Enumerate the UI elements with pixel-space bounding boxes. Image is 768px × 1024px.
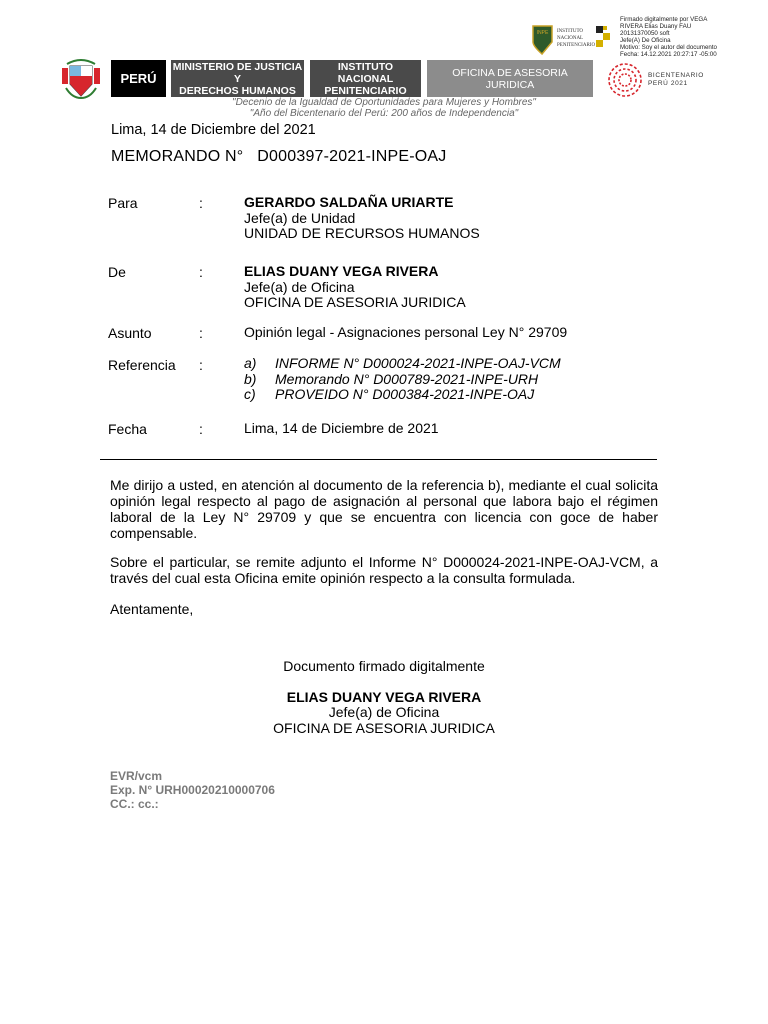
colon: : — [199, 195, 203, 211]
asunto-value: Opinión legal - Asignaciones personal Ley N° 29709 — [244, 324, 568, 340]
bicentenario-logo-icon — [607, 62, 643, 98]
bicentenario-line1: BICENTENARIO — [648, 72, 704, 79]
colon: : — [199, 325, 203, 341]
para-title: Jefe(a) de Unidad — [244, 209, 356, 226]
de-label: De — [108, 264, 126, 280]
signature-line: RIVERA Elias Duany FAU — [620, 23, 692, 30]
referencia-text: Memorando N° D000789-2021-INPE-URH — [275, 370, 539, 387]
colon: : — [199, 264, 203, 280]
header-oficina: OFICINA DE ASESORIA JURIDICA — [427, 60, 593, 97]
memo-prefix: MEMORANDO N° — [111, 148, 244, 165]
para-value — [244, 195, 480, 242]
referencia-label: Referencia — [108, 357, 176, 373]
signature-line: Motivo: Soy el autor del documento — [620, 44, 717, 51]
inpe-logo — [530, 22, 614, 56]
footer-cc: CC.: cc.: — [110, 797, 159, 811]
signature-line: Jefe(A) De Oficina — [620, 37, 671, 44]
header-instituto-line2: PENITENCIARIO — [324, 84, 407, 97]
inpe-logo-line3: PENITENCIARIO — [557, 43, 596, 48]
de-unit: OFICINA DE ASESORIA JURIDICA — [244, 294, 466, 310]
header-ministerio-line1: MINISTERIO DE JUSTICIA Y — [172, 60, 303, 85]
decenio-motto: "Decenio de la Igualdad de Oportunidades para Mujeres y Hombres" — [232, 97, 536, 108]
bicentenario-line2: PERÚ 2021 — [648, 80, 688, 87]
inpe-logo-line1: INSTITUTO — [557, 29, 584, 34]
signer-unit: OFICINA DE ASESORIA JURIDICA — [273, 720, 495, 736]
para-label: Para — [108, 195, 138, 211]
signature-line: Firmado digitalmente por VEGA — [620, 16, 708, 23]
signed-digitally-note: Documento firmado digitalmente — [283, 658, 485, 674]
divider — [100, 459, 657, 460]
inpe-logo-mark: INPE — [536, 30, 549, 36]
header-peru: PERÚ — [111, 60, 166, 97]
referencia-item — [244, 387, 561, 403]
memo-number: D000397-2021-INPE-OAJ — [257, 148, 447, 165]
signature-line: Fecha: 14.12.2021 20:27:17 -05:00 — [620, 51, 717, 58]
signer-name: ELIAS DUANY VEGA RIVERA — [286, 689, 482, 705]
referencia-text: PROVEIDO N° D000384-2021-INPE-OAJ — [275, 386, 535, 402]
asunto-label: Asunto — [108, 325, 152, 341]
de-value — [244, 264, 466, 311]
bicentenario-text — [648, 72, 704, 88]
signer-title: Jefe(a) de Oficina — [328, 704, 440, 720]
anio-motto: "Año del Bicentenario del Perú: 200 años de Independencia" — [249, 108, 519, 119]
referencia-letter: b) — [244, 370, 257, 387]
digital-signature-info — [620, 16, 760, 58]
peru-coat-of-arms-icon — [62, 58, 100, 100]
colon: : — [199, 421, 203, 437]
fecha-value: Lima, 14 de Diciembre de 2021 — [244, 420, 439, 436]
header-instituto — [310, 60, 421, 97]
footer-initials: EVR/vcm — [110, 769, 163, 783]
referencia-item — [244, 356, 561, 372]
de-name: ELIAS DUANY VEGA RIVERA — [244, 263, 439, 279]
document-date: Lima, 14 de Diciembre del 2021 — [111, 122, 316, 138]
closing: Atentamente, — [110, 601, 194, 617]
signature-line: 20131370050 soft — [620, 30, 670, 37]
para-unit: UNIDAD DE RECURSOS HUMANOS — [244, 225, 480, 241]
referencia-list — [244, 356, 561, 403]
de-title: Jefe(a) de Oficina — [244, 278, 355, 295]
memo-title — [111, 148, 446, 166]
colon: : — [199, 357, 203, 373]
referencia-letter: c) — [244, 386, 256, 402]
fecha-label: Fecha — [108, 421, 147, 437]
header-ministerio — [171, 60, 304, 97]
body-paragraph-1: Me dirijo a usted, en atención al documento de la referencia b), mediante el cual solicita opinión legal respecto al pago de asignación al personal que labora bajo el régimen laboral de la Ley N° 29709 y que se encuentra con licencia con goce de haber compensable. — [110, 477, 658, 541]
body-paragraph-2: Sobre el particular, se remite adjunto el Informe N° D000024-2021-INPE-OAJ-VCM, a través del cual esta Oficina emite opinión respecto a la consulta formulada. — [110, 554, 658, 586]
referencia-item — [244, 372, 561, 388]
inpe-logo-line2: NACIONAL — [557, 36, 584, 41]
header-ministerio-line2: DERECHOS HUMANOS — [179, 84, 296, 97]
header-instituto-line1: INSTITUTO NACIONAL — [337, 60, 394, 85]
footer-expediente: Exp. N° URH00020210000706 — [110, 783, 275, 797]
para-name: GERARDO SALDAÑA URIARTE — [244, 194, 454, 210]
referencia-text: INFORME N° D000024-2021-INPE-OAJ-VCM — [275, 355, 561, 371]
referencia-letter: a) — [244, 355, 257, 371]
